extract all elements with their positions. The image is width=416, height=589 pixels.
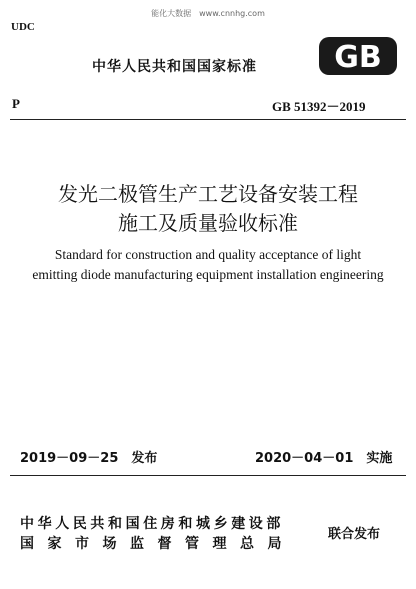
standard-number: GB 51392－2019 (272, 99, 366, 114)
chinese-title (0, 180, 416, 238)
gb-logo-text: GB (334, 40, 382, 75)
udc-label: UDC (11, 21, 35, 33)
english-title-line-2: emitting diode manufacturing equipment installation engineering (32, 267, 384, 282)
gb-logo-icon (318, 36, 398, 76)
category-code: P (12, 96, 20, 111)
implementation-date: 2020－04－01 实施 (255, 451, 393, 466)
joint-release-label: 联合发布 (328, 527, 381, 542)
english-title-line-1: Standard for construction and quality acceptance of light (54, 247, 362, 262)
top-divider (10, 119, 406, 120)
release-date: 2019－09－25 发布 (20, 451, 158, 466)
chinese-title-line-1: 发光二极管生产工艺设备安装工程 (58, 182, 358, 206)
issuer-samr: 国家市场监督管理总局 (20, 536, 295, 552)
national-standard-heading: 中华人民共和国国家标准 (92, 59, 257, 75)
issuer-ministry: 中华人民共和国住房和城乡建设部 (20, 516, 284, 532)
chinese-title-line-2: 施工及质量验收标准 (118, 211, 298, 235)
bottom-divider (10, 475, 406, 476)
english-title (0, 245, 416, 285)
watermark: 能化大数据 www.cnnhg.com (151, 9, 265, 18)
